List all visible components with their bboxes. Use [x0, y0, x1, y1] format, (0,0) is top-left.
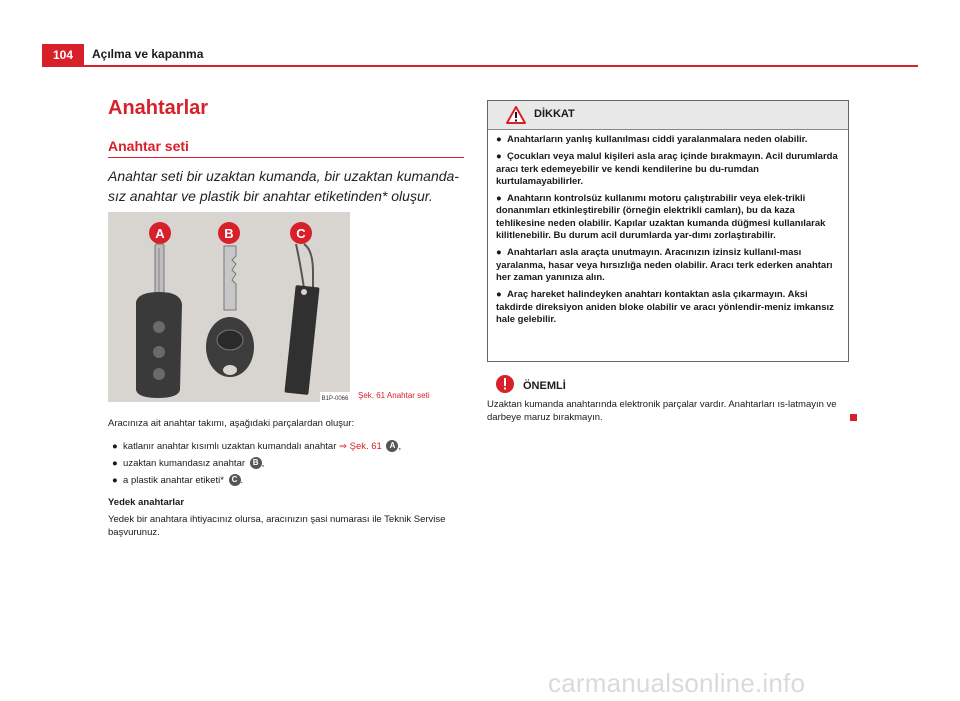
- lead-text: Aracınıza ait anahtar takımı, aşağıdaki parçalardan oluşur:: [108, 418, 355, 429]
- intro-text: Anahtar seti bir uzaktan kumanda, bir uzaktan kumanda-sız anahtar ve plastik bir anahtar etiketinden* oluşur.: [108, 168, 459, 204]
- label-b-text: B: [224, 226, 234, 241]
- note-text: Uzaktan kumanda anahtarında elektronik parçalar vardır. Anahtarları ıs-latmayın ve darbeye maruz bırakmayın.: [487, 399, 837, 423]
- label-b: [218, 222, 240, 244]
- list-item: ● uzaktan kumandasız anahtar B ,: [112, 458, 265, 469]
- letter-b-badge: B: [250, 457, 262, 469]
- bullet-dot: ●: [112, 441, 124, 452]
- key-set-illustration: [108, 212, 350, 402]
- warning-item: ● Araç hareket halindeyken anahtarı kontaktan asla çıkarmayın. Aksi takdirde direksiyon aniden bloke olabilir ve aracı yönlendir-meniz imkansız hale gelebilir.: [496, 289, 834, 325]
- warning-body: [488, 130, 848, 335]
- warning-title: DİKKAT: [534, 108, 575, 120]
- list-item: ● katlanır anahtar kısımlı uzaktan kumandalı anahtar ⇒ Şek. 61 A ,: [112, 441, 402, 452]
- figure-caption: Şek. 61 Anahtar seti: [358, 391, 430, 400]
- spare-keys-text: Yedek bir anahtara ihtiyacınız olursa, aracınızın şasi numarası ile Teknik Servise başvurunuz.: [108, 514, 446, 538]
- label-a: [149, 222, 171, 244]
- warning-item: ● Anahtarları asla araçta unutmayın. Aracınızın izinsiz kullanıl-ması yaralanma, hasar veya hırsızlığa neden olabilir. Aracı terk ederken anahtarı her zaman yanınıza alın.: [496, 247, 833, 283]
- letter-a-badge: A: [386, 440, 398, 452]
- caution-circle-icon: [495, 374, 515, 394]
- bullet-dot: ●: [112, 475, 124, 486]
- subheading: Anahtar seti: [108, 138, 189, 154]
- page-heading: Anahtarlar: [108, 97, 209, 119]
- warning-header: [488, 101, 848, 130]
- subheading-rule: [108, 157, 464, 158]
- key-set-figure: [108, 212, 350, 402]
- label-c-text: C: [296, 226, 306, 241]
- item-text: a plastik anahtar etiketi*: [123, 475, 224, 486]
- warning-item: ● Anahtarların yanlış kullanılması ciddi yaralanmalara neden olabilir.: [496, 134, 808, 145]
- list-item: ● a plastik anahtar etiketi* C .: [112, 475, 244, 486]
- warning-item: ● Anahtarın kontrolsüz kullanımı motoru çalıştırabilir veya elek-trikli donanımları etkinleştirebilir (örneğin elektrikli camları), bu da kaza tehlikesine neden olabilir. Kapılar uzaktan kumanda düğmesi kullanılarak kilitlenebilir. Bu durum acil durumlarda yar-dımı zorlaştırabilir.: [496, 193, 826, 242]
- item-text: uzaktan kumandasız anahtar: [123, 458, 246, 469]
- label-a-text: A: [155, 226, 165, 241]
- item-text: katlanır anahtar kısımlı uzaktan kumandalı anahtar: [123, 441, 337, 452]
- bullet-dot: ●: [112, 458, 124, 469]
- header-rule: [42, 65, 918, 67]
- page-number: 104: [42, 44, 84, 66]
- end-marker: [850, 414, 857, 421]
- section-title: Açılma ve kapanma: [92, 47, 204, 61]
- warning-item: ● Çocukları veya malul kişileri asla araç içinde bırakmayın. Acil durumlarda aracı terk edemeyebilir ve kendi kendilerine bu du-rumdan kurtulamayabilirler.: [496, 151, 838, 187]
- warning-triangle-icon: [506, 106, 526, 124]
- letter-c-badge: C: [229, 474, 241, 486]
- watermark: carmanualsonline.info: [548, 668, 806, 698]
- spare-keys-title: Yedek anahtarlar: [108, 497, 185, 508]
- warning-box: [487, 100, 849, 362]
- note-title: ÖNEMLİ: [523, 380, 566, 392]
- figure-reference-link[interactable]: ⇒ Şek. 61: [339, 441, 382, 452]
- label-c: [290, 222, 312, 244]
- figure-code: B1P-0066: [321, 396, 349, 402]
